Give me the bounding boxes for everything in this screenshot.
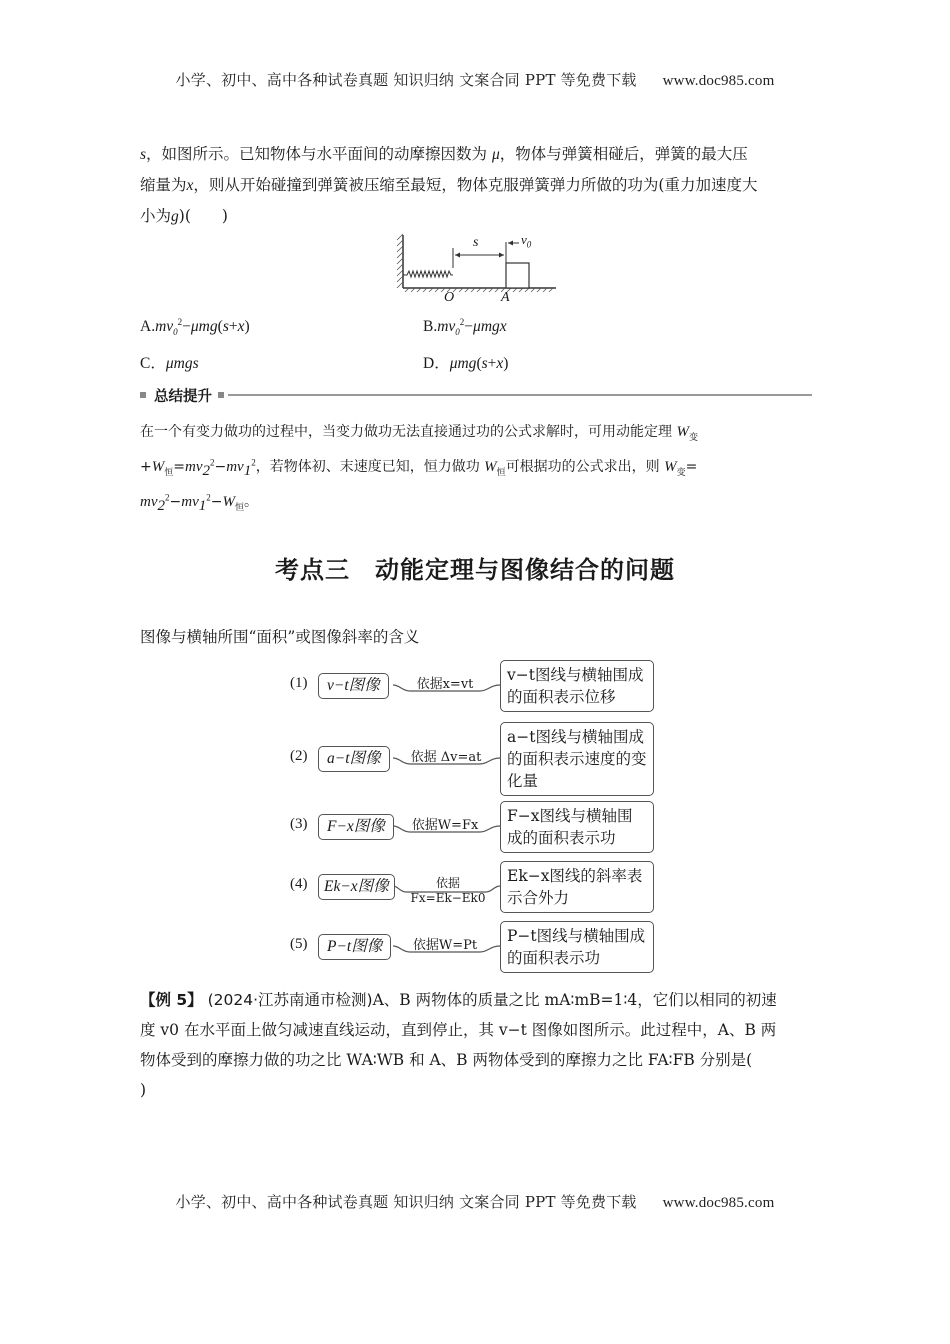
example-line-4: ) — [140, 1081, 147, 1099]
summary-title: 总结提升 — [154, 388, 212, 405]
footer-url[interactable]: www.doc985.com — [662, 1195, 775, 1211]
section-title: 考点三 动能定理与图像结合的问题 — [275, 556, 675, 584]
graph-type-box: v−t图像 — [318, 673, 389, 699]
bullet-square-icon — [218, 392, 224, 398]
bullet-square-icon — [140, 392, 146, 398]
meaning-box: Ek−x图线的斜率表示合外力 — [500, 861, 654, 913]
example-5 — [140, 985, 812, 1105]
basis-label: 依据 Δv=at — [410, 750, 482, 765]
basis-label: 依据x=vt — [416, 677, 474, 692]
summary-heading — [140, 385, 812, 405]
header-text: 小学、初中、高中各种试卷真题 知识归纳 文案合同 PPT 等免费下载 — [175, 71, 637, 89]
diagram-row-2: (2) a−t图像 依据 Δv=at a−t图线与横轴围成的面积表示速度的变化量 — [290, 722, 660, 794]
question-text: s，如图所示。已知物体与水平面间的动摩擦因数为 μ，物体与弹簧相碰后，弹簧的最大压 缩量为x，则从开始碰撞到弹簧被压缩至最短，物体克服弹簧弹力所做的功为(重力加速度大 小为g)( ) — [140, 145, 758, 225]
option-b[interactable]: $B.mv_0^2-\mu mgx$ — [423, 316, 507, 338]
label-O: O — [444, 290, 455, 305]
diagram-row-5: (5) P−t图像 依据W=Pt P−t图线与横轴围成的面积表示功 — [290, 921, 660, 971]
page-footer — [0, 1191, 950, 1212]
spring-block-figure — [393, 230, 563, 310]
section-intro: 图像与横轴所围“面积”或图像斜率的含义 — [140, 628, 420, 646]
meaning-box: F−x图线与横轴围成的面积表示功 — [500, 801, 654, 853]
label-A: A — [501, 290, 510, 305]
diagram-row-4: (4) Ek−x图像 依据Fx=Ek−Ek0 Ek−x图线的斜率表示合外力 — [290, 861, 660, 911]
example-line-1: A、B 两物体的质量之比 mA∶mB=1∶4，它们以相同的初速 — [372, 991, 777, 1009]
page-header — [0, 69, 950, 90]
basis-label: 依据W=Fx — [411, 818, 479, 833]
diagram-row-1: (1) v−t图像 依据x=vt v−t图线与横轴围成的面积表示位移 — [290, 660, 660, 710]
label-s: s — [473, 235, 479, 250]
option-c[interactable]: C．μmgs — [140, 355, 199, 372]
divider-line — [228, 394, 812, 396]
meaning-box: a−t图线与横轴围成的面积表示速度的变化量 — [500, 722, 654, 796]
diagram-row-3: (3) F−x图像 依据W=Fx F−x图线与横轴围成的面积表示功 — [290, 801, 660, 851]
summary-text: 在一个有变力做功的过程中，当变力做功无法直接通过功的公式求解时，可用动能定理 $W_变$ $+W_恒=mv_2^2-mv_1^2$，若物体初、末速度已知，恒力做功 $W_恒$可根据功的公式求出，则 $W_变=$ $mv_2^2-mv_1^2-W_恒$。 — [140, 424, 698, 514]
option-a[interactable]: $A.mv_0^2-\mu mg(s+x)$ — [140, 316, 250, 338]
graph-type-box: F−x图像 — [318, 814, 394, 840]
graph-type-box: a−t图像 — [318, 746, 390, 772]
example-line-2: 度 v0 在水平面上做匀减速直线运动，直到停止，其 v−t 图像如图所示。此过程中，A、B 两 — [140, 1021, 777, 1039]
footer-text: 小学、初中、高中各种试卷真题 知识归纳 文案合同 PPT 等免费下载 — [175, 1193, 637, 1211]
graph-type-box: P−t图像 — [318, 934, 391, 960]
meaning-box: v−t图线与横轴围成的面积表示位移 — [500, 660, 654, 712]
example-source: (2024·江苏南通市检测) — [207, 991, 373, 1009]
basis-label: 依据W=Pt — [412, 938, 478, 953]
option-d[interactable]: D．μmg(s+x) — [423, 355, 509, 372]
header-url[interactable]: www.doc985.com — [662, 73, 775, 89]
example-tag: 【例 5】 — [140, 991, 203, 1009]
example-line-3: 物体受到的摩擦力做的功之比 WA∶WB 和 A、B 两物体受到的摩擦力之比 FA∶FB 分别是( — [140, 1051, 753, 1069]
meaning-box: P−t图线与横轴围成的面积表示功 — [500, 921, 654, 973]
label-v0: $v_0$ — [521, 232, 532, 250]
basis-label: 依据Fx=Ek−Ek0 — [410, 876, 486, 905]
graph-type-box: Ek−x图像 — [318, 874, 395, 900]
